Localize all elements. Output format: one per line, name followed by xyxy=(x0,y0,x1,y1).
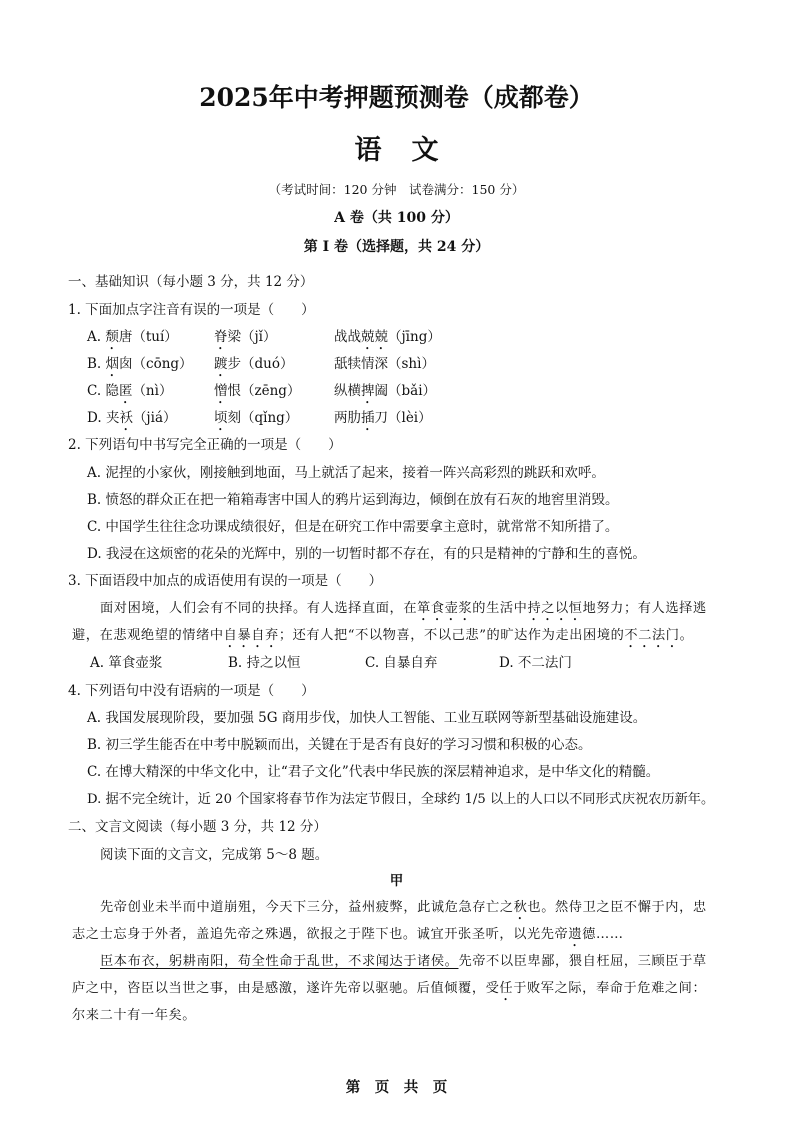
q2-stem: 2. 下列语句中书写完全正确的一项是（ ） xyxy=(68,437,342,453)
q2-option-c: C. 中国学生往往念功课成绩很好，但是在研究工作中需要拿主意时，就常常不知所措了。 xyxy=(87,519,619,535)
section2-heading: 二、文言文阅读（每小题 3 分，共 12 分） xyxy=(68,819,327,835)
section1-heading: 一、基础知识（每小题 3 分，共 12 分） xyxy=(68,274,314,290)
dotted-char: 匿 xyxy=(118,383,133,399)
passage-p2-line2: 庐之中，咨臣以当世之事，由是感激，遂许先帝以驱驰。后值倾覆，受任于败军之际，奉命于危难之间： xyxy=(72,981,707,996)
q4-option-b: B. 初三学生能否在中考中脱颖而出，关键在于是否有良好的学习习惯和积极的心态。 xyxy=(87,737,592,753)
q4-option-c: C. 在博大精深的中华文化中，让“君子文化”代表中华民族的深层精神追求，是中华文化的精髓。 xyxy=(87,764,660,780)
dotted-char: 插 xyxy=(361,410,375,426)
q3-stem: 3. 下面语段中加点的成语使用有误的一项是（ ） xyxy=(68,573,383,589)
underlined-sentence: 臣本布衣，躬耕南阳，苟全性命于乱世，不求闻达于诸侯。 xyxy=(100,954,459,969)
paper-title: 2025年中考押题预测卷（成都卷） xyxy=(199,83,594,112)
q2-option-b: B. 愤怒的群众正在把一箱箱毒害中国人的鸦片运到海边，倾倒在放有石灰的地窖里消毁。 xyxy=(87,492,619,508)
dotted-char: 烟 xyxy=(105,356,120,372)
dotted-char: 脊 xyxy=(214,329,228,345)
q3-option-d: D. 不二法门 xyxy=(499,655,572,671)
passage-p2-line1: 臣本布衣，躬耕南阳，苟全性命于乱世，不求闻达于诸侯。先帝不以臣卑鄙，猥自枉屈，三顾臣于草 xyxy=(100,954,707,969)
page-footer: 第 页 共 页 xyxy=(345,1079,448,1096)
dotted-idiom: 箪食壶浆 xyxy=(417,601,473,616)
dotted-char: 顷 xyxy=(214,410,228,426)
q2-option-a: A. 泥捏的小家伙，刚接触到地面，马上就活了起来，接着一阵兴高彩烈的跳跃和欢呼。 xyxy=(87,465,605,481)
q3-option-a: A. 箪食壶浆 xyxy=(90,655,163,671)
dotted-idiom: 自暴自弃 xyxy=(223,628,279,643)
dotted-char: 踱 xyxy=(214,356,228,372)
dotted-char: 遗 xyxy=(568,927,583,942)
dotted-idiom: 持之以恒 xyxy=(527,601,583,616)
dotted-char: 捭 xyxy=(361,383,375,399)
section2-intro: 阅读下面的文言文，完成第 5～8 题。 xyxy=(100,847,329,863)
q4-option-d: D. 据不完全统计，近 20 个国家将春节作为法定节假日，全球约 1/5 以上的人口以不同形式庆祝农历新年。 xyxy=(87,792,715,807)
dotted-char: 颓 xyxy=(105,329,119,345)
passage-p1-line1: 先帝创业未半而中道崩殂，今天下三分，益州疲弊，此诚危急存亡之秋也。然侍卫之臣不懈于内，忠 xyxy=(100,900,707,915)
exam-info: （考试时间：120 分钟 试卷满分：150 分） xyxy=(268,182,525,197)
passage-p2-line3: 尔来二十有一年矣。 xyxy=(72,1008,197,1023)
volume-a-heading: A 卷（共 100 分） xyxy=(334,210,459,226)
q1-stem: 1. 下面加点字注音有误的一项是（ ） xyxy=(68,302,315,318)
passage-p1-line2: 志之士忘身于外者，盖追先帝之殊遇，欲报之于陛下也。诚宜开张圣听，以光先帝遗德…… xyxy=(72,927,624,942)
q3-option-c: C. 自暴自弃 xyxy=(365,655,438,671)
dotted-char: 任 xyxy=(499,981,514,996)
dotted-char: 袄 xyxy=(119,410,133,426)
subject-title: 语文 xyxy=(354,135,469,166)
q3-passage-line1: 面对困境，人们会有不同的抉择。有人选择直面，在箪食壶浆的生活中持之以恒地努力；有人选择逃 xyxy=(100,601,707,616)
passage-label: 甲 xyxy=(389,873,404,889)
part-one-heading: 第 Ⅰ 卷（选择题，共 24 分） xyxy=(303,239,490,255)
dotted-idiom: 不二法门 xyxy=(624,628,680,643)
q1-a-label: A. xyxy=(87,329,106,345)
q3-option-b: B. 持之以恒 xyxy=(228,655,301,671)
q4-option-a: A. 我国发展现阶段，要加强 5G 商用步伐，加快人工智能、工业互联网等新型基础设施建设。 xyxy=(87,710,647,726)
dotted-char: 憎 xyxy=(214,383,228,399)
q3-passage-line2: 避，在悲观绝望的情绪中自暴自弃；还有人把“不以物喜，不以己悲”的旷达作为走出困境的不二法门。 xyxy=(72,628,694,643)
dotted-char: 秋 xyxy=(513,900,528,915)
q2-option-d: D. 我浸在这烦密的花朵的光辉中，别的一切暂时都不存在，有的只是精神的宁静和生的喜悦。 xyxy=(87,546,646,562)
q4-stem: 4. 下列语句中没有语病的一项是（ ） xyxy=(68,683,315,699)
dotted-char: 兢兢 xyxy=(361,329,388,345)
